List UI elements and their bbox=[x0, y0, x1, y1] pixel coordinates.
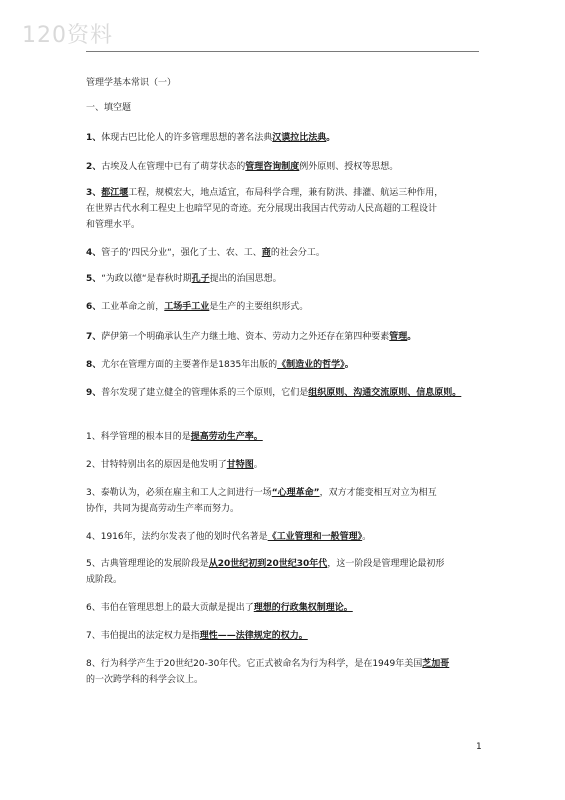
header-rule bbox=[86, 51, 479, 52]
line-text: 协作，共同为提高劳动生产率而努力。 bbox=[86, 504, 240, 514]
line-text: 的一次跨学科的科学会议上。 bbox=[86, 675, 204, 685]
text-line bbox=[86, 160, 506, 175]
line-text: 9、 bbox=[86, 388, 102, 398]
text-line bbox=[86, 557, 506, 572]
text-line bbox=[86, 358, 506, 373]
line-text: 7、 bbox=[86, 332, 102, 342]
text-line bbox=[86, 386, 506, 401]
line-text: 。 bbox=[407, 332, 417, 342]
line-text: 管子的‘四民分业“，强化了士、农、工、 bbox=[101, 248, 262, 258]
line-text: 工业革命之前， bbox=[101, 302, 165, 312]
answer-text: 商 bbox=[261, 248, 271, 258]
text-line bbox=[86, 300, 506, 315]
line-text: 5、 bbox=[86, 274, 102, 284]
text-line bbox=[86, 272, 506, 287]
answer-text: 管理 bbox=[389, 332, 408, 342]
line-text: 1、科学管理的根本目的是 bbox=[86, 432, 191, 442]
text-line bbox=[86, 486, 506, 501]
line-text: 提出的治国思想。 bbox=[209, 274, 282, 284]
text-line bbox=[86, 218, 506, 233]
line-text: 3、 bbox=[86, 188, 102, 198]
text-line bbox=[86, 629, 506, 644]
text-line bbox=[86, 530, 506, 545]
line-text: 普尔发现了建立健全的管理体系的三个原则，它们是 bbox=[101, 388, 309, 398]
line-text: 5、古典管理理论的发展阶段是 bbox=[86, 559, 209, 569]
line-text: 在世界古代水利工程史上也暗罕见的奇迹。充分展现出我国古代劳动人民高超的工程设计 bbox=[86, 204, 438, 214]
answer-text: 组织原则、沟通交流原则、信息原则。 bbox=[308, 388, 462, 398]
text-line bbox=[86, 186, 506, 201]
line-text: 。 bbox=[253, 460, 263, 470]
text-line bbox=[86, 131, 506, 146]
line-text: 6、 bbox=[86, 302, 102, 312]
line-text: ，双方才能变相互对立为相互 bbox=[319, 488, 437, 498]
text-line bbox=[86, 246, 506, 261]
line-text: 6、韦伯在管理思想上的最大贡献是提出了 bbox=[86, 603, 254, 613]
answer-text: 汉谟拉比法典 bbox=[272, 133, 327, 143]
answer-text: 芝加哥 bbox=[422, 659, 450, 669]
line-text: 2、甘特特别出名的原因是他发明了 bbox=[86, 460, 227, 470]
answer-text: 甘特图 bbox=[226, 460, 254, 470]
line-text: 8、行为科学产生于20世纪20-30年代。它正式被命名为行为科学，是在1949年美国 bbox=[86, 659, 423, 669]
answer-text: 都江堰 bbox=[101, 188, 129, 198]
text-line bbox=[86, 330, 506, 345]
line-text: 成阶段。 bbox=[86, 575, 123, 585]
line-text: 。 bbox=[326, 133, 336, 143]
text-line bbox=[86, 458, 506, 473]
text-line bbox=[86, 601, 506, 616]
line-text: 2、 bbox=[86, 162, 102, 172]
answer-text: “心理革命” bbox=[271, 488, 320, 498]
line-text: 1、 bbox=[86, 133, 102, 143]
text-line bbox=[86, 673, 506, 688]
answer-text: 管理咨询制度 bbox=[245, 162, 300, 172]
line-text: 例外原则、授权等思想。 bbox=[299, 162, 399, 172]
answer-text: 理想的行政集权制理论。 bbox=[253, 603, 353, 613]
line-text: 工程，规模宏大，地点适宜，布局科学合理，兼有防洪、排灌、航运三种作用， bbox=[128, 188, 444, 198]
line-text: “为政以德“是春秋时期 bbox=[101, 274, 192, 284]
line-text: 古埃及人在管理中已有了萌芽状态的 bbox=[101, 162, 246, 172]
line-text: 7、韦伯提出的法定权力是指 bbox=[86, 631, 200, 641]
page-number: 1 bbox=[476, 742, 482, 752]
line-text: 3、泰勒认为，必须在雇主和工人之间进行一场 bbox=[86, 488, 272, 498]
text-line bbox=[86, 430, 506, 445]
answer-text: 孔子 bbox=[191, 274, 210, 284]
line-text: 萨伊第一个明确承认生产力继土地、资本、劳动力之外还存在第四种要素 bbox=[101, 332, 390, 342]
text-line bbox=[86, 502, 506, 517]
line-text: 。 bbox=[344, 360, 354, 370]
section-heading: 一、填空题 bbox=[86, 103, 132, 113]
line-text: 尤尔在管理方面的主要著作是1835年出版的 bbox=[101, 360, 278, 370]
line-text: 8、 bbox=[86, 360, 102, 370]
answer-text: 从20世纪初到20世纪30年代 bbox=[208, 559, 328, 569]
line-text: ，这一阶段是管理理论最初形 bbox=[327, 559, 445, 569]
line-text: 和管理水平。 bbox=[86, 220, 141, 230]
answer-text: 理性——法律规定的权力。 bbox=[199, 631, 308, 641]
line-text: 是生产的主要组织形式。 bbox=[209, 302, 309, 312]
watermark-logo: 120资料 bbox=[22, 23, 113, 48]
line-text: 体现古巴比伦人的许多管理思想的著名法典 bbox=[101, 133, 273, 143]
answer-text: 《工业管理和一般管理》 bbox=[267, 532, 363, 542]
line-text: 4、 bbox=[86, 248, 102, 258]
page-title: 管理学基本常识（一） bbox=[86, 78, 177, 88]
line-text: 的社会分工。 bbox=[270, 248, 325, 258]
answer-text: 工场手工业 bbox=[164, 302, 210, 312]
answer-text: 《制造业的哲学》 bbox=[277, 360, 345, 370]
answer-text: 提高劳动生产率。 bbox=[190, 432, 263, 442]
line-text: 。 bbox=[362, 532, 372, 542]
text-line bbox=[86, 202, 506, 217]
text-line bbox=[86, 573, 506, 588]
text-line bbox=[86, 657, 506, 672]
line-text: 4、1916年，法约尔发表了他的划时代名著是 bbox=[86, 532, 268, 542]
